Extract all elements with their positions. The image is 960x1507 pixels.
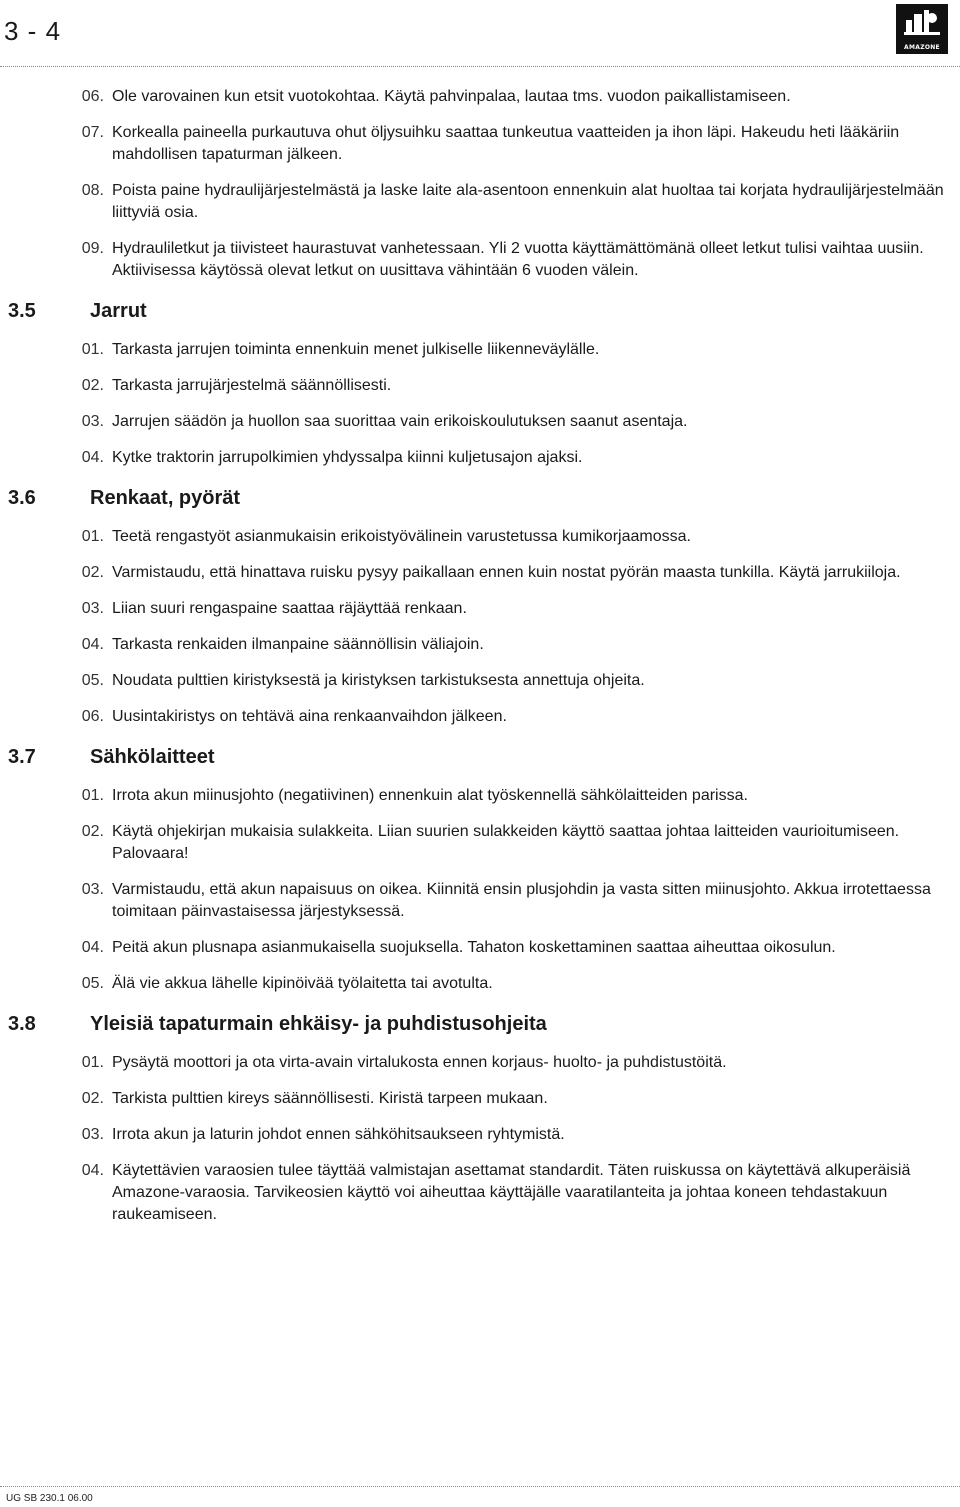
item-text: Pysäytä moottori ja ota virta-avain virtalukosta ennen korjaus- huolto- ja puhdistustöitä. [112,1054,727,1071]
item-text: Poista paine hydraulijärjestelmästä ja laske laite ala-asentoon ennenkuin alat huoltaa tai korjata hydraulijärjestelmään liittyviä osia. [112,182,944,221]
list-item [0,670,960,692]
item-number: 01. [81,528,104,545]
item-number: 05. [81,672,104,689]
item-number: 04. [81,636,104,653]
item-text: Varmistaudu, että akun napaisuus on oikea. Kiinnitä ensin plusjohdin ja vasta sitten miinusjohto. Akkua irrotettaessa toimitaan päinvastaisessa järjestyksessä. [112,881,931,920]
section-title: Sähkölaitteet [90,746,215,768]
list-item [0,937,960,959]
list-item [0,180,960,224]
section-list-renkaat [0,526,960,728]
intro-list [0,86,960,282]
item-number: 03. [81,413,104,430]
section-list-sahkolaitteet [0,785,960,995]
list-item [0,785,960,807]
list-item [0,1160,960,1226]
item-text: Tarkasta jarrujärjestelmä säännöllisesti. [112,377,392,394]
item-number: 02. [81,564,104,581]
list-item [0,339,960,361]
item-number: 01. [81,1054,104,1071]
page-number: 3 - 4 [4,16,62,46]
list-item [0,821,960,865]
list-item [0,1088,960,1110]
item-text: Varmistaudu, että hinattava ruisku pysyy paikallaan ennen kuin nostat pyörän maasta tunkilla. Käytä jarrukiiloja. [112,564,901,581]
list-item [0,526,960,548]
item-text: Liian suuri rengaspaine saattaa räjäyttää renkaan. [112,600,467,617]
item-text: Tarkista pulttien kireys säännöllisesti. Kiristä tarpeen mukaan. [112,1090,548,1107]
document-code: UG SB 230.1 06.00 [6,1493,93,1504]
section-list-jarrut [0,339,960,469]
section-list-yleisia [0,1052,960,1226]
header-divider [0,66,960,67]
list-item [0,1052,960,1074]
section-number: 3.5 [8,300,36,322]
item-text: Kytke traktorin jarrupolkimien yhdyssalpa kiinni kuljetusajon ajaksi. [112,449,583,466]
section-heading-yleisia [0,1013,960,1036]
item-text: Hydrauliletkut ja tiivisteet haurastuvat vanhetessaan. Yli 2 vuotta käyttämättömänä olleet letkut tulisi vaihtaa uusiin. Aktiivisessa käytössä olevat letkut on uusittava vähintään 6 vuoden välein. [112,240,924,279]
item-text: Uusintakiristys on tehtävä aina renkaanvaihdon jälkeen. [112,708,507,725]
section-number: 3.7 [8,746,36,768]
item-text: Irrota akun miinusjohto (negatiivinen) ennenkuin alat työskennellä sähkölaitteiden parissa. [112,787,748,804]
item-text: Peitä akun plusnapa asianmukaisella suojuksella. Tahaton koskettaminen saattaa aiheuttaa oikosulun. [112,939,836,956]
section-heading-renkaat [0,487,960,510]
item-text: Noudata pulttien kiristyksestä ja kiristyksen tarkistuksesta annettuja ohjeita. [112,672,645,689]
list-item [0,411,960,433]
list-item [0,562,960,584]
item-text: Tarkasta jarrujen toiminta ennenkuin menet julkiselle liikenneväylälle. [112,341,600,358]
section-heading-sahkolaitteet [0,746,960,769]
footer-divider [0,1486,960,1487]
item-text: Jarrujen säädön ja huollon saa suorittaa vain erikoiskoulutuksen saanut asentaja. [112,413,688,430]
item-number: 09. [81,240,104,257]
list-item [0,1124,960,1146]
list-item [0,706,960,728]
amazone-logo [896,4,948,54]
item-text: Irrota akun ja laturin johdot ennen sähköhitsaukseen ryhtymistä. [112,1126,565,1143]
item-text: Käytettävien varaosien tulee täyttää valmistajan asettamat standardit. Täten ruiskussa on käytettävä alkuperäisiä Amazone-varaosia. Tarvikeosien käyttö voi aiheuttaa käyttäjälle vaaratilanteita ja johtaa koneen tehdastakuun raukeamiseen. [112,1162,911,1223]
list-item [0,973,960,995]
item-text: Älä vie akkua lähelle kipinöivää työlaitetta tai avotulta. [112,975,493,992]
item-text: Käytä ohjekirjan mukaisia sulakkeita. Liian suurien sulakkeiden käyttö saattaa johtaa laitteiden vaurioitumiseen. Palovaara! [112,823,900,862]
list-item [0,447,960,469]
item-number: 03. [81,1126,104,1143]
list-item [0,122,960,166]
section-number: 3.6 [8,487,36,509]
list-item [0,86,960,108]
item-number: 05. [81,975,104,992]
item-number: 02. [81,377,104,394]
item-text: Teetä rengastyöt asianmukaisin erikoistyövälinein varustetussa kumikorjaamossa. [112,528,691,545]
item-number: 07. [81,124,104,141]
item-number: 02. [81,823,104,840]
item-number: 01. [81,787,104,804]
section-title: Jarrut [90,300,147,322]
page-content [0,86,960,1240]
section-title: Renkaat, pyörät [90,487,241,509]
item-text: Korkealla paineella purkautuva ohut öljysuihku saattaa tunkeutua vaatteiden ja ihon läpi. Hakeudu heti lääkäriin mahdollisen tapaturman jälkeen. [112,124,900,163]
list-item [0,634,960,656]
section-heading-jarrut [0,300,960,323]
item-text: Ole varovainen kun etsit vuotokohtaa. Käytä pahvinpalaa, lautaa tms. vuodon paikallistamiseen. [112,88,791,105]
item-number: 04. [81,449,104,466]
item-number: 04. [81,939,104,956]
logo-wordmark: AMAZONE [904,44,940,51]
item-number: 03. [81,600,104,617]
list-item [0,598,960,620]
list-item [0,879,960,923]
item-number: 03. [81,881,104,898]
list-item [0,375,960,397]
item-number: 02. [81,1090,104,1107]
item-number: 06. [81,88,104,105]
item-number: 04. [81,1162,104,1179]
item-number: 06. [81,708,104,725]
item-text: Tarkasta renkaiden ilmanpaine säännöllisin väliajoin. [112,636,484,653]
list-item [0,238,960,282]
section-title: Yleisiä tapaturmain ehkäisy- ja puhdistusohjeita [90,1013,547,1035]
item-number: 08. [81,182,104,199]
tractor-logo-icon [904,8,940,38]
item-number: 01. [81,341,104,358]
section-number: 3.8 [8,1013,36,1035]
